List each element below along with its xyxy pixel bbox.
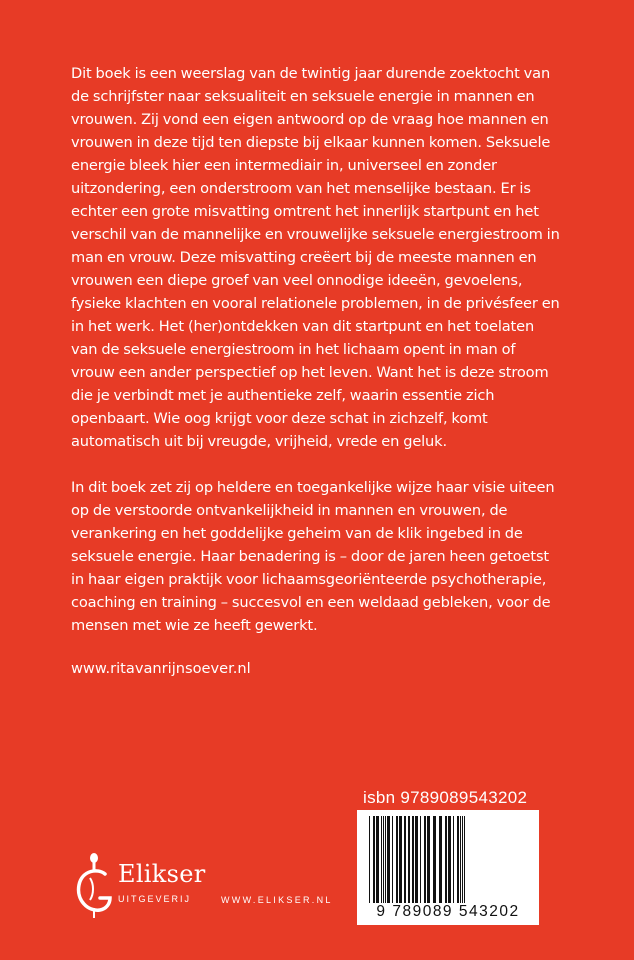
author-website: www.ritavanrijnsoever.nl <box>71 660 251 677</box>
publisher-subtitle: UITGEVERIJ <box>118 894 192 904</box>
blurb-paragraph-2: In dit boek zet zij op heldere en toegankelijke wijze haar visie uiteen op de verstoorde ontvankelijkheid in mannen en vrouwen, de verankering en het goddelijke geheim van de klik ingebed in de seksuele energie. Haar benadering is – door de jaren heen getoetst in haar eigen praktijk voor lichaamsgeoriënteerde psychotherapie, coaching en training – succesvol en een weldaad gebleken, voor de mensen met wie ze heeft gewerkt. <box>71 479 555 634</box>
barcode-digits: 9 789089 543202 <box>357 903 539 921</box>
blurb-text <box>71 62 561 637</box>
publisher-website: WWW.ELIKSER.NL <box>221 895 333 905</box>
barcode-bars <box>367 816 527 916</box>
elikser-emblem-icon <box>70 850 118 920</box>
blurb-paragraph-1: Dit boek is een weerslag van de twintig jaar durende zoektocht van de schrijfster naar seksualiteit en seksuele energie in mannen en vrouwen. Zij vond een eigen antwoord op de vraag hoe mannen en vrouwen in deze tijd ten diepste bij elkaar kunnen komen. Seksuele energie bleek hier een intermediair in, universeel en zonder uitzondering, een onderstroom van het menselijke bestaan. Er is echter een grote misvatting omtrent het innerlijk startpunt en het verschil van de mannelijke en vrouwelijke seksuele energiestroom in man en vrouw. Deze misvatting creëert bij de meeste mannen en vrouwen een diepe groef van veel onnodige ideeën, gevoelens, fysieke klachten en vooral relationele problemen, in de privésfeer en in het werk. Het (her)ontdekken van dit startpunt en het toelaten van de seksuele energiestroom in het lichaam opent in man of vrouw een ander perspectief op het leven. Want het is deze stroom die je verbindt met je authentieke zelf, waarin essentie zich openbaart. Wie oog krijgt voor deze schat in zichzelf, komt automatisch uit bij vreugde, vrijheid, vrede en geluk. <box>71 65 560 450</box>
isbn-label: isbn 9789089543202 <box>363 788 528 807</box>
publisher-logo <box>70 850 220 920</box>
barcode <box>357 810 539 925</box>
publisher-name: Elikser <box>118 860 206 888</box>
